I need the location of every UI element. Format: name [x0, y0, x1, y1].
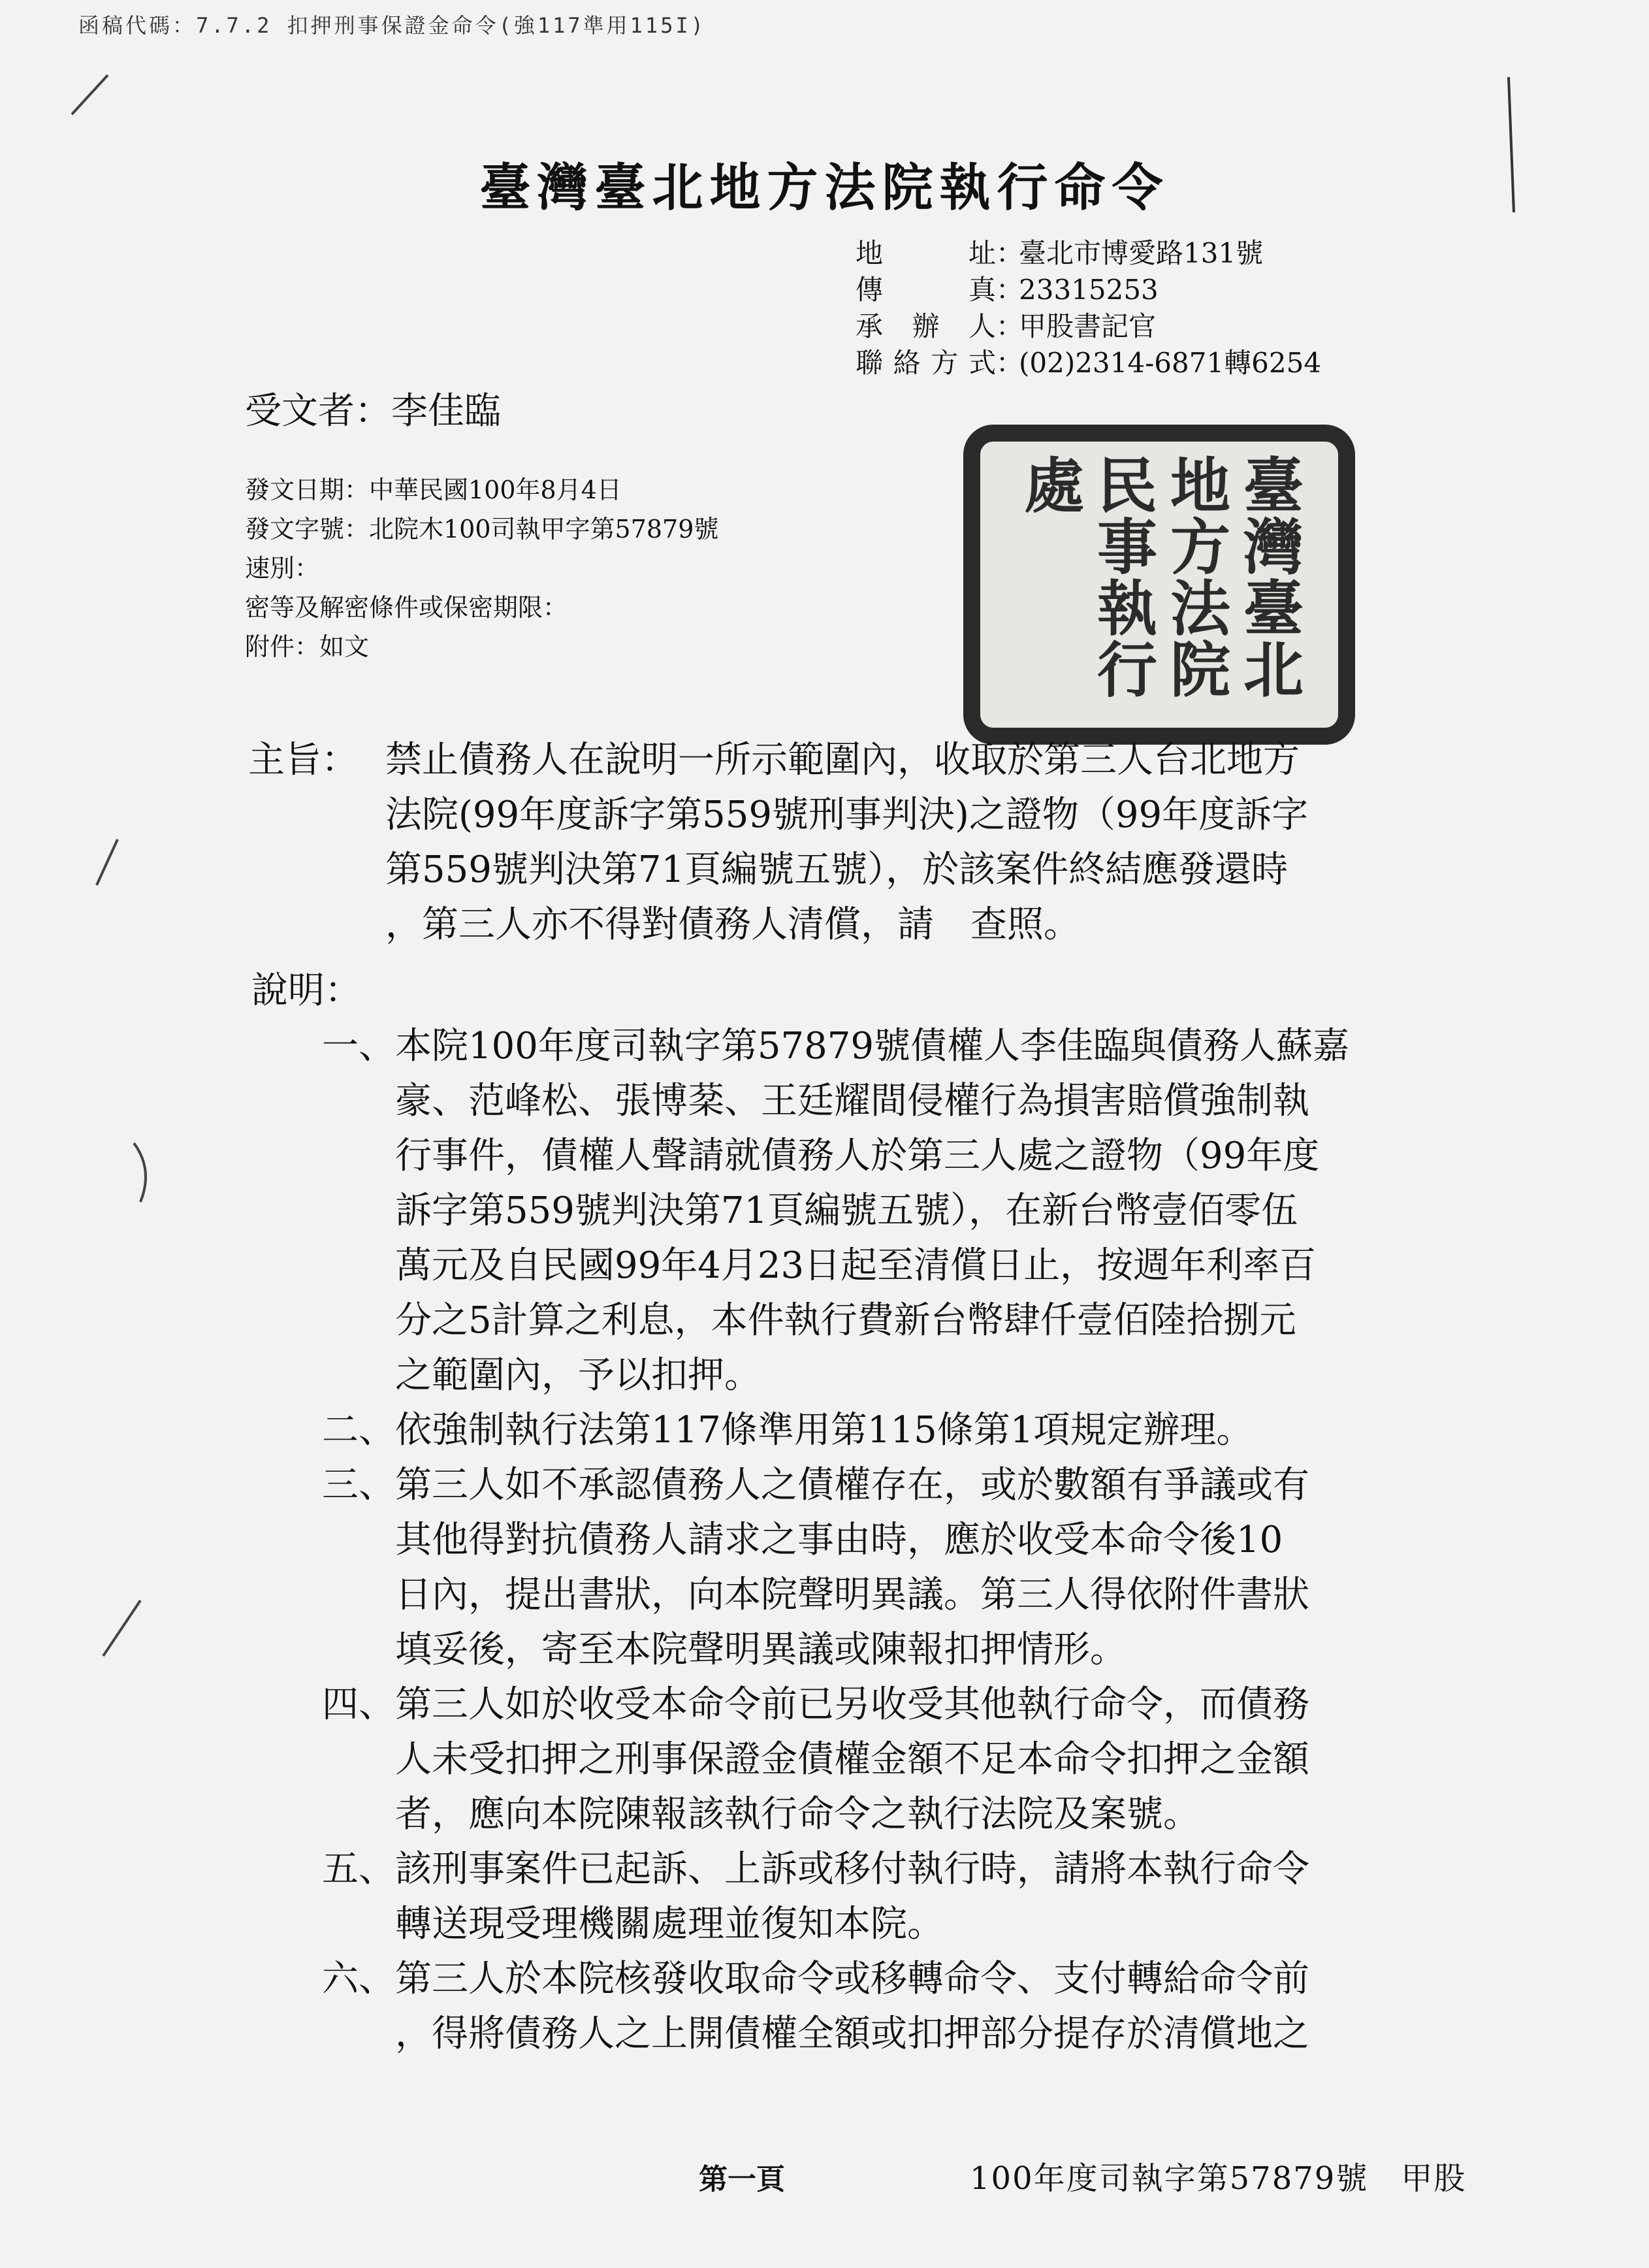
- court-info-value: 23315253: [1019, 274, 1159, 306]
- court-info-row: [856, 308, 1321, 345]
- meta-line: 速別：: [245, 554, 320, 583]
- pen-mark: [72, 75, 108, 114]
- item-number: 四、: [322, 1683, 395, 1726]
- court-seal: [963, 425, 1355, 745]
- item-text: ，得將債務人之上開債權全額或扣押部分提存於清償地之: [395, 2013, 1309, 2055]
- item-text: 者，應向本院陳報該執行命令之執行法院及案號。: [395, 1793, 1200, 1836]
- meta-line: 密等及解密條件或保密期限：: [245, 593, 568, 622]
- subject-section: [248, 733, 1541, 952]
- item-text: 填妥後，寄至本院聲明異議或陳報扣押情形。: [395, 1628, 1127, 1671]
- explanation-items: [297, 1019, 1577, 2062]
- court-info-label: 聯絡方式: [856, 347, 996, 379]
- item-text: 之範圍內，予以扣押。: [395, 1354, 761, 1397]
- subject-line: [248, 788, 1541, 843]
- subject-text: 禁止債務人在說明一所示範圍內，收取於第三人台北地方: [385, 739, 1300, 781]
- item-text: 依強制執行法第117條準用第115條第1項規定辦理。: [395, 1409, 1253, 1451]
- item-first-line: [297, 1458, 1577, 1513]
- explanation-item: [297, 1677, 1577, 1842]
- colon: ：: [996, 274, 1024, 306]
- explanation-item: [297, 1403, 1577, 1458]
- explanation-item: [297, 1019, 1577, 1403]
- court-info-label: 地 址: [856, 237, 996, 269]
- court-info-value: (02)2314-6871轉6254: [1019, 347, 1322, 379]
- explanation-item: [297, 1842, 1577, 1952]
- court-info-row: [856, 345, 1321, 381]
- court-info-label: 傳 真: [856, 274, 996, 306]
- item-text: 日內，提出書狀，向本院聲明異議。第三人得依附件書狀: [395, 1574, 1309, 1616]
- meta-line: 發文日期：中華民國100年8月4日: [245, 476, 622, 504]
- item-number: 二、: [322, 1409, 395, 1451]
- court-info-row: [856, 272, 1321, 308]
- item-first-line: [297, 1842, 1577, 1897]
- item-text: 行事件，債權人聲請就債務人於第三人處之證物（99年度: [395, 1135, 1320, 1177]
- seal-text: 臺灣臺北地方法院民事執行處: [1014, 454, 1304, 700]
- court-info-value: 甲股書記官: [1019, 310, 1157, 342]
- court-info: [856, 235, 1321, 381]
- subject-label: 主旨：: [248, 739, 358, 781]
- colon: ：: [996, 347, 1024, 379]
- item-number: 六、: [322, 1958, 395, 2000]
- explanation-item: [297, 1952, 1577, 2062]
- document-title: 臺灣臺北地方法院執行命令: [479, 158, 1170, 218]
- item-text: 訴字第559號判決第71頁編號五號），在新台幣壹佰零伍: [395, 1190, 1298, 1232]
- colon: ：: [996, 237, 1024, 269]
- item-text: 轉送現受理機關處理並復知本院。: [395, 1903, 944, 1945]
- meta-line: 發文字號：北院木100司執甲字第57879號: [245, 515, 719, 543]
- court-info-label: 承辦人: [856, 310, 996, 342]
- item-first-line: [297, 1677, 1577, 1732]
- explanation-label: 說明：: [251, 969, 361, 1012]
- subject-line: [248, 843, 1541, 898]
- footer-case-number: 100年度司執字第57879號 甲股: [970, 2160, 1467, 2197]
- item-text: 第三人如於收受本命令前已另收受其他執行命令，而債務: [395, 1683, 1309, 1726]
- pen-mark: [134, 1143, 146, 1202]
- page-number: 第一頁: [699, 2163, 785, 2196]
- subject-text: 第559號判決第71頁編號五號），於該案件終結應發還時: [385, 849, 1289, 891]
- recipient: 受文者：李佳臨: [245, 390, 501, 432]
- indent: [248, 898, 385, 952]
- item-first-line: [297, 1019, 1577, 1074]
- court-info-value: 臺北市博愛路131號: [1019, 237, 1264, 269]
- pen-mark: [97, 839, 118, 885]
- item-first-line: [297, 1952, 1577, 2007]
- item-text: 其他得對抗債務人請求之事由時，應於收受本命令後10: [395, 1519, 1283, 1561]
- form-code: 函稿代碼：7.7.2 扣押刑事保證金命令(強117準用115I): [78, 13, 706, 38]
- item-text: 該刑事案件已起訴、上訴或移付執行時，請將本執行命令: [395, 1848, 1309, 1890]
- pen-mark: [103, 1600, 140, 1656]
- colon: ：: [996, 310, 1024, 342]
- subject-text: ，第三人亦不得對債務人清償，請 查照。: [385, 903, 1080, 946]
- item-text: 第三人如不承認債務人之債權存在，或於數額有爭議或有: [395, 1464, 1309, 1506]
- document-meta: [245, 470, 718, 666]
- indent: [248, 788, 385, 843]
- item-number: 一、: [322, 1025, 395, 1067]
- subject-line: [248, 733, 1541, 788]
- item-first-line: [297, 1403, 1577, 1458]
- subject-text: 法院(99年度訴字第559號刑事判決)之證物（99年度訴字: [385, 794, 1309, 836]
- explanation-item: [297, 1458, 1577, 1677]
- item-number: 三、: [322, 1464, 395, 1506]
- item-text: 豪、范峰松、張博棻、王廷耀間侵權行為損害賠償強制執: [395, 1080, 1309, 1122]
- indent: [248, 843, 385, 898]
- meta-line: 附件：如文: [245, 632, 370, 661]
- item-text: 分之5計算之利息，本件執行費新台幣肆仟壹佰陸拾捌元: [395, 1299, 1296, 1342]
- court-info-row: [856, 235, 1321, 272]
- item-text: 本院100年度司執字第57879號債權人李佳臨與債務人蘇嘉: [395, 1025, 1350, 1067]
- item-text: 萬元及自民國99年4月23日起至清償日止，按週年利率百: [395, 1244, 1317, 1287]
- item-text: 第三人於本院核發收取命令或移轉命令、支付轉給命令前: [395, 1958, 1309, 2000]
- subject-line: [248, 898, 1541, 952]
- item-number: 五、: [322, 1848, 395, 1890]
- item-text: 人未受扣押之刑事保證金債權金額不足本命令扣押之金額: [395, 1738, 1309, 1781]
